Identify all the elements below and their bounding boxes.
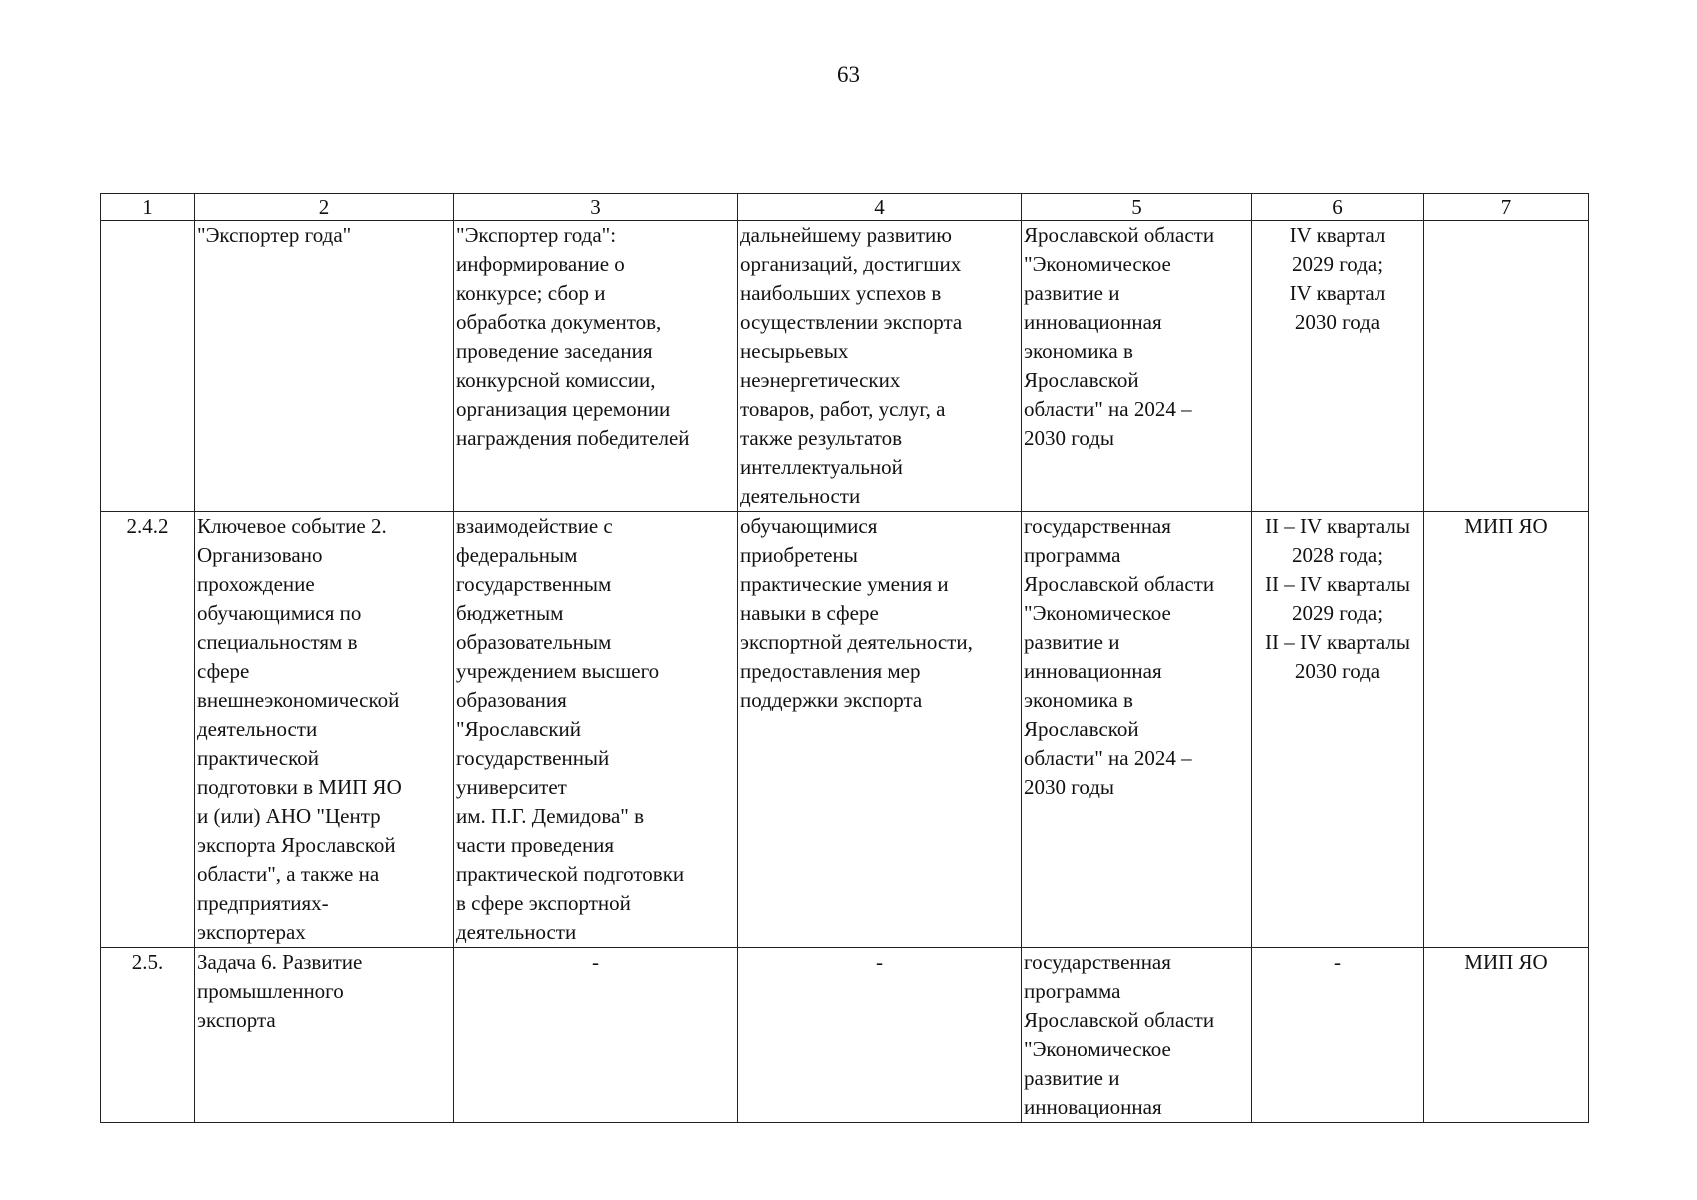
activity-cell: взаимодействие с федеральным государственным бюджетным образовательным учреждением высшего образования "Ярославский государственный университет им. П.Г. Демидова" в части проведения практической подготовки в сфере экспортной деятельности (454, 512, 738, 948)
table-row (101, 221, 1589, 512)
activity-cell: "Экспортер года": информирование о конкурсе; сбор и обработка документов, проведение заседания конкурсной комиссии, организация церемонии награждения победителей (454, 221, 738, 512)
event-name-cell: Ключевое событие 2. Организовано прохождение обучающимися по специальностям в сфере внешнеэкономической деятельности практической подготовки в МИП ЯО и (или) АНО "Центр экспорта Ярославской области", а также на предприятиях- экспортерах (195, 512, 454, 948)
responsible-cell: МИП ЯО (1424, 948, 1589, 1123)
document-table (100, 193, 1589, 1123)
table-row (101, 948, 1589, 1123)
row-number-cell (101, 221, 195, 512)
program-cell: государственная программа Ярославской области "Экономическое развитие и инновационная (1022, 948, 1252, 1123)
activity-cell: - (454, 948, 738, 1123)
table-header-row (101, 194, 1589, 221)
column-header: 3 (454, 194, 738, 221)
responsible-cell (1424, 221, 1589, 512)
column-header: 2 (195, 194, 454, 221)
event-name-cell: "Экспортер года" (195, 221, 454, 512)
deadline-cell: IV квартал 2029 года; IV квартал 2030 года (1252, 221, 1424, 512)
result-cell: - (738, 948, 1022, 1123)
column-header: 5 (1022, 194, 1252, 221)
row-number-cell: 2.4.2 (101, 512, 195, 948)
event-name-cell: Задача 6. Развитие промышленного экспорта (195, 948, 454, 1123)
deadline-cell: II – IV кварталы 2028 года; II – IV кварталы 2029 года; II – IV кварталы 2030 года (1252, 512, 1424, 948)
column-header: 7 (1424, 194, 1589, 221)
column-header: 6 (1252, 194, 1424, 221)
page-number: 63 (837, 62, 860, 87)
program-cell: государственная программа Ярославской области "Экономическое развитие и инновационная экономика в Ярославской области" на 2024 – 2030 годы (1022, 512, 1252, 948)
column-header: 1 (101, 194, 195, 221)
column-header: 4 (738, 194, 1022, 221)
program-cell: Ярославской области "Экономическое развитие и инновационная экономика в Ярославской области" на 2024 – 2030 годы (1022, 221, 1252, 512)
result-cell: дальнейшему развитию организаций, достигших наибольших успехов в осуществлении экспорта несырьевых неэнергетических товаров, работ, услуг, а также результатов интеллектуальной деятельности (738, 221, 1022, 512)
result-cell: обучающимися приобретены практические умения и навыки в сфере экспортной деятельности, предоставления мер поддержки экспорта (738, 512, 1022, 948)
responsible-cell: МИП ЯО (1424, 512, 1589, 948)
table-row (101, 512, 1589, 948)
deadline-cell: - (1252, 948, 1424, 1123)
row-number-cell: 2.5. (101, 948, 195, 1123)
